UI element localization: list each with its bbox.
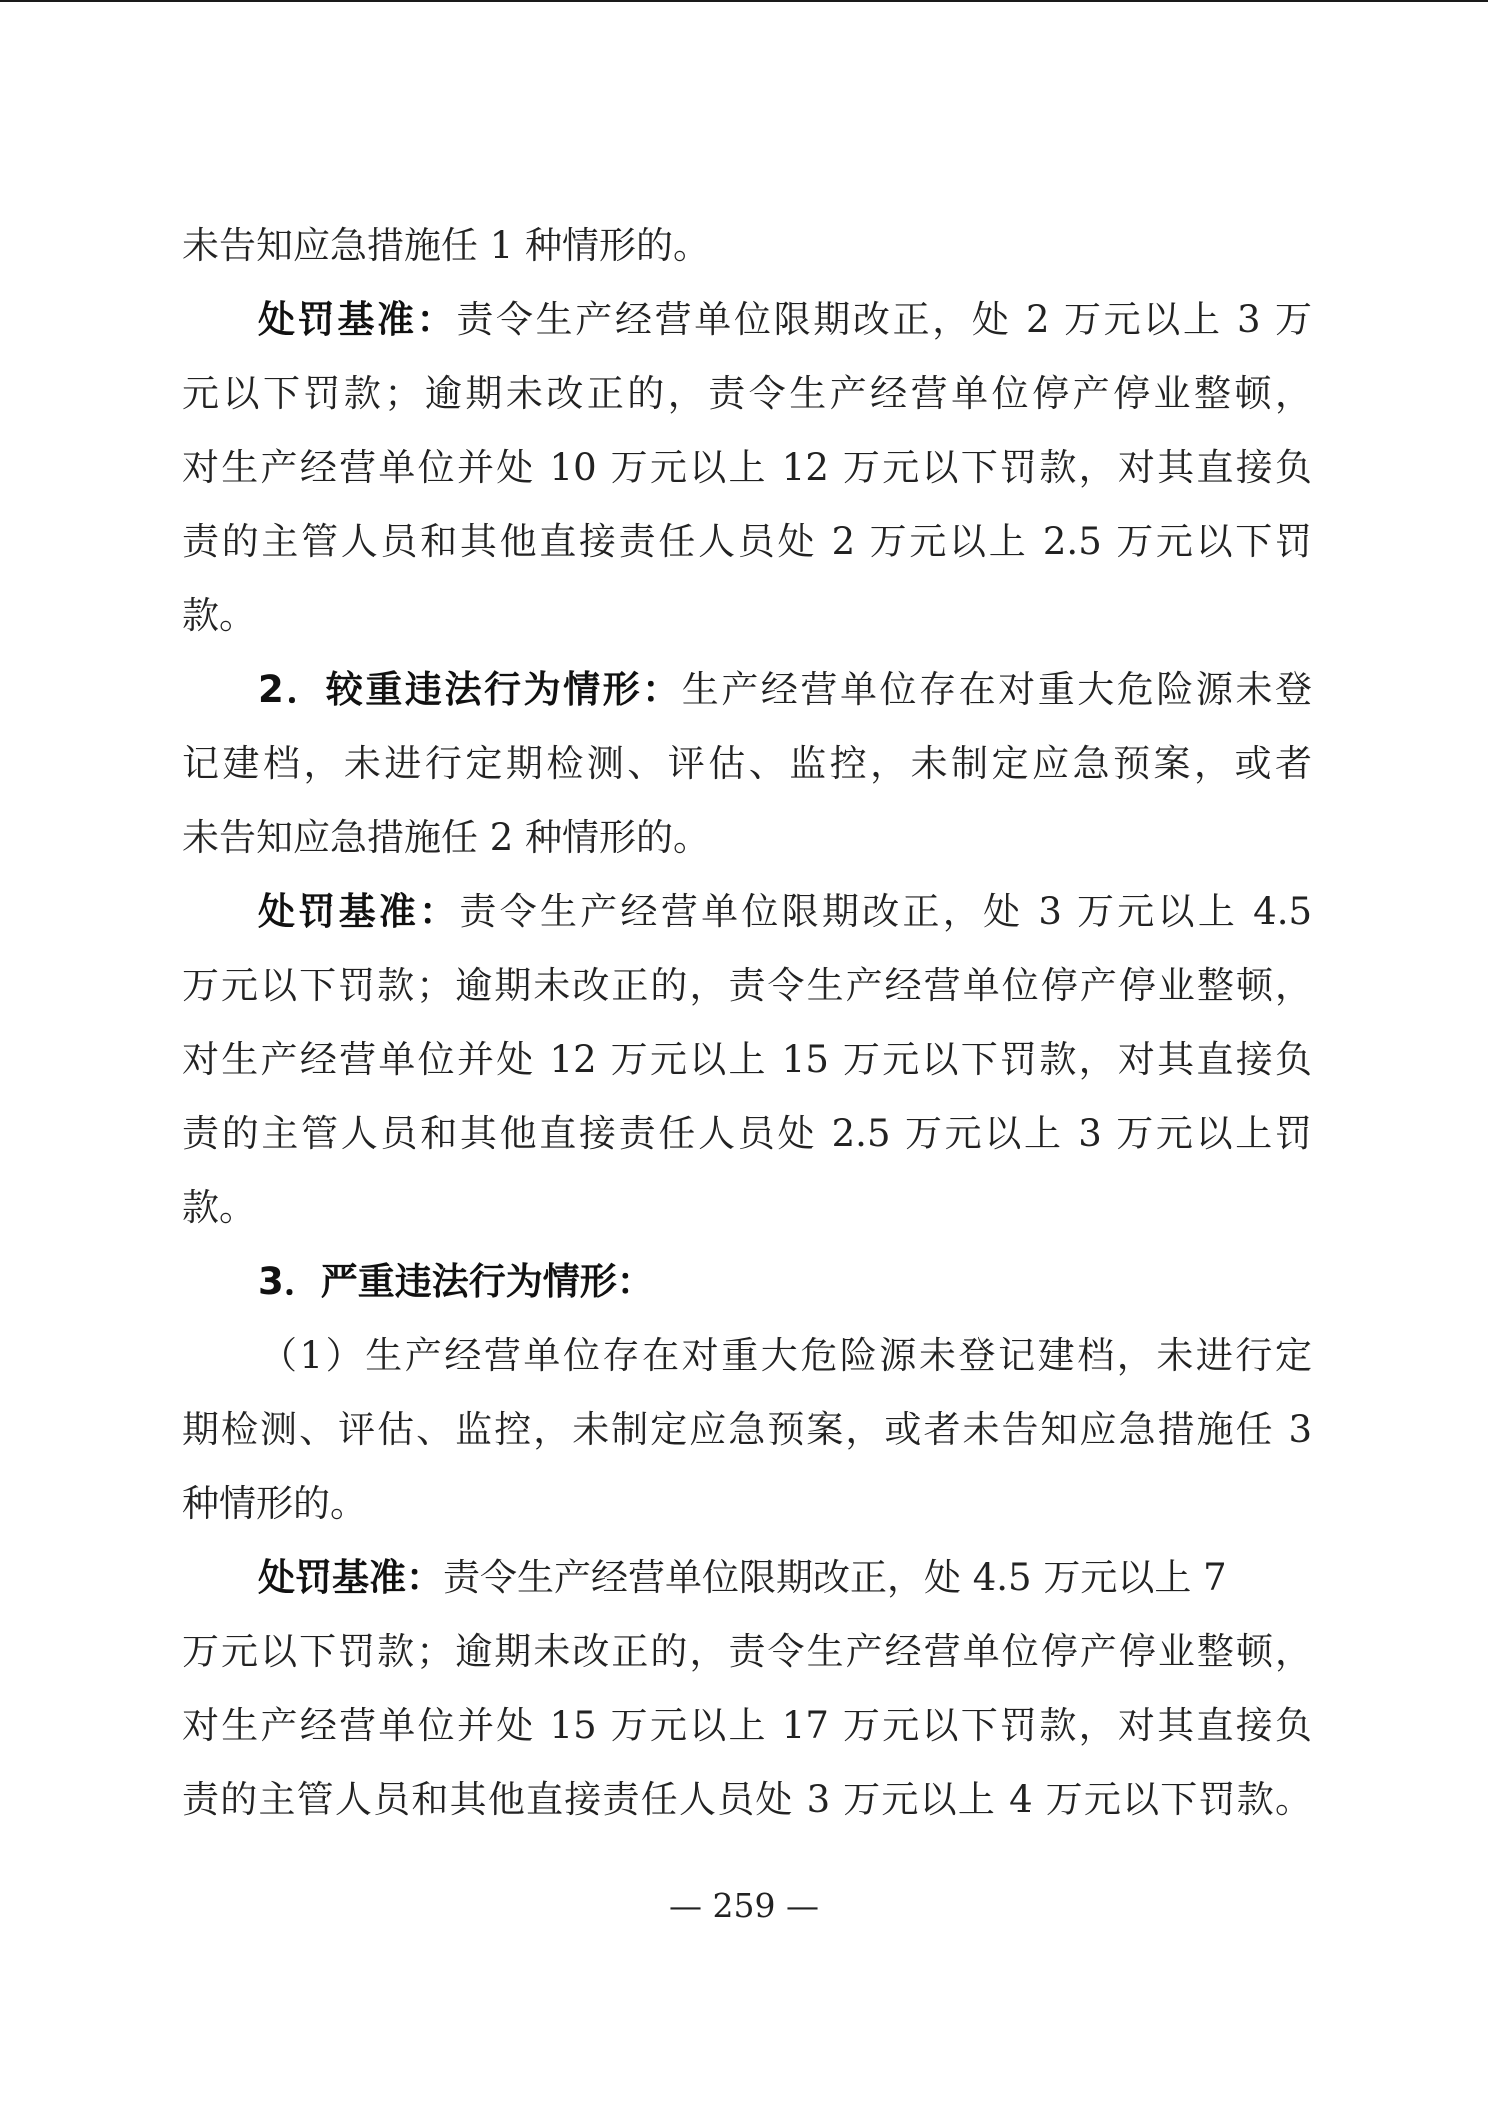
text-line: [182, 224, 710, 268]
line-text: 款。: [182, 594, 256, 637]
text-line: [182, 816, 710, 860]
line-text: 对生产经营单位并处 10 万元以上 12 万元以下罚款，对其直接负: [182, 446, 1312, 489]
text-line: [260, 1334, 1312, 1378]
text-line: [182, 1482, 367, 1526]
line-text: 对生产经营单位并处 12 万元以上 15 万元以下罚款，对其直接负: [182, 1038, 1312, 1081]
line-text: 元以下罚款；逾期未改正的，责令生产经营单位停产停业整顿，: [182, 372, 1312, 415]
penalty-standard-label: 处罚基准：: [258, 298, 457, 341]
penalty-standard-line: [258, 1556, 1227, 1600]
text-line: [182, 1408, 1312, 1452]
line-text: 生产经营单位存在对重大危险源未登: [681, 668, 1313, 711]
line-text: 种情形的。: [182, 1482, 367, 1525]
section-heading-severe: 3．严重违法行为情形：: [258, 1260, 654, 1303]
penalty-standard-line: [258, 890, 1312, 934]
text-line: [182, 964, 1312, 1008]
line-text: 对生产经营单位并处 15 万元以上 17 万元以下罚款，对其直接负: [182, 1704, 1312, 1747]
line-text: 期检测、评估、监控，未制定应急预案，或者未告知应急措施任 3: [182, 1408, 1312, 1451]
line-text: 记建档，未进行定期检测、评估、监控，未制定应急预案，或者: [182, 742, 1312, 785]
text-line: [182, 1112, 1312, 1156]
line-text: 责的主管人员和其他直接责任人员处 2.5 万元以上 3 万元以上罚: [182, 1112, 1312, 1155]
line-text: 责令生产经营单位限期改正，处 3 万元以上 4.5: [459, 890, 1313, 933]
line-text: 万元以下罚款；逾期未改正的，责令生产经营单位停产停业整顿，: [182, 964, 1312, 1007]
text-line: [182, 1778, 1312, 1822]
top-border-line: [0, 0, 1488, 2]
penalty-standard-label: 处罚基准：: [258, 890, 460, 933]
text-line: [182, 594, 256, 638]
line-text: 责令生产经营单位限期改正，处 2 万元以上 3 万: [456, 298, 1313, 341]
page-number: — 259 —: [669, 1886, 819, 1925]
section-heading-line: [258, 668, 1312, 712]
line-text: 未告知应急措施任 1 种情形的。: [182, 224, 711, 267]
line-text: 未告知应急措施任 2 种情形的。: [182, 816, 711, 859]
text-line: [182, 1186, 256, 1230]
line-text: 责的主管人员和其他直接责任人员处 2 万元以上 2.5 万元以下罚: [182, 520, 1312, 563]
line-text: （1）生产经营单位存在对重大危险源未登记建档，未进行定: [260, 1334, 1312, 1377]
section-heading-line: [258, 1260, 654, 1304]
text-line: [182, 520, 1312, 564]
text-line: [182, 1630, 1312, 1674]
penalty-standard-label: 处罚基准：: [258, 1556, 443, 1599]
line-text: 责的主管人员和其他直接责任人员处 3 万元以上 4 万元以下罚款。: [182, 1778, 1312, 1821]
text-line: [182, 1038, 1312, 1082]
line-text: 款。: [182, 1186, 256, 1229]
text-line: [182, 372, 1312, 416]
line-text: 万元以下罚款；逾期未改正的，责令生产经营单位停产停业整顿，: [182, 1630, 1312, 1673]
text-line: [182, 446, 1312, 490]
text-line: [182, 1704, 1312, 1748]
penalty-standard-line: [258, 298, 1312, 342]
text-line: [182, 742, 1312, 786]
line-text: 责令生产经营单位限期改正，处 4.5 万元以上 7: [443, 1556, 1227, 1599]
section-heading-moderate: 2．较重违法行为情形：: [258, 668, 682, 711]
